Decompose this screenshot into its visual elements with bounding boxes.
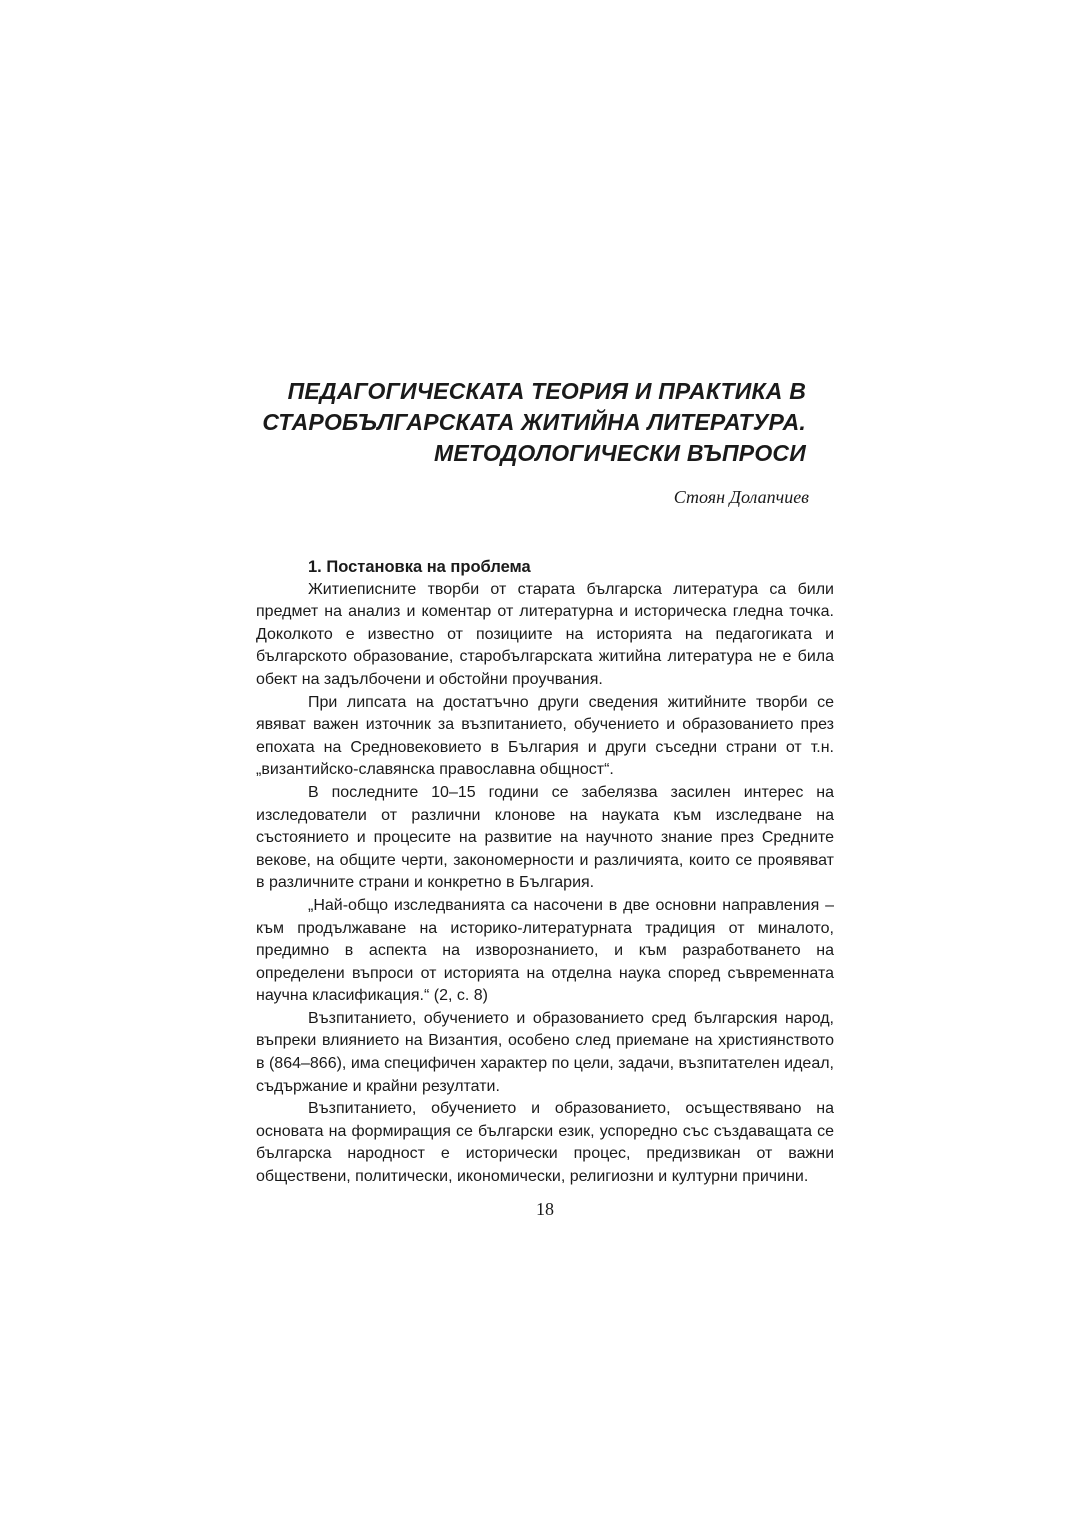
paragraph-5: Възпитанието, обучението и образованието сред българския народ, въпреки влиянието на Византия, особено след приемане на християнството в (864–866), има специфичен характер по цели, задачи, възпитателен идеал, съдържание и крайни резултати. <box>256 1009 834 1095</box>
paragraph-1: Житиеписните творби от старата българска литература са били предмет на анализ и коментар от литературна и историческа гледна точка. Доколкото е известно от позициите на историята на педагогиката и българското образование, старобългарската житийна литература не е била обект на задълбочени и обстойни проучвания. <box>256 580 834 688</box>
page-number: 18 <box>536 1199 554 1219</box>
paragraph-3: В последните 10–15 години се забелязва засилен интерес на изследователи от различни клонове на науката към изследване на състоянието и процесите на развитие на научното знание през Средните векове, на общите черти, закономерности и различията, които се проявяват в различните страни и конкретно в България. <box>256 783 834 892</box>
section-heading: 1. Постановка на проблема <box>308 558 531 576</box>
title-line-1: ПЕДАГОГИЧЕСКАТА ТЕОРИЯ И ПРАКТИКА В <box>287 378 806 404</box>
article-title <box>256 376 806 469</box>
article-body <box>256 556 834 1189</box>
title-line-3: МЕТОДОЛОГИЧЕСКИ ВЪПРОСИ <box>433 440 806 466</box>
paragraph-2: При липсата на достатъчно други сведения житийните творби се явяват важен източник за възпитанието, обучението и образованието през епохата на Средновековието в България и други съседни страни от т.н. „византийско-славянска православна общност“. <box>256 693 834 779</box>
book-page <box>256 0 834 1528</box>
author-name: Стоян Долапчиев <box>673 487 809 507</box>
paragraph-6: Възпитанието, обучението и образованието, осъществявано на основата на формиращия се български език, успоредно със създаващата се българска народност е исторически процес, предизвикан от важни обществени, политически, икономически, религиозни и културни причини. <box>256 1100 834 1186</box>
paragraph-4-quote: „Най-общо изследванията са насочени в две основни направления – към продължаване на историко-литературната традиция от миналото, предимно в аспекта на изворознанието, и към разработването на определени въпроси от историята на отделна наука според съвременната научна класификация.“ (2, с. 8) <box>256 896 834 1005</box>
title-line-2: СТАРОБЪЛГАРСКАТА ЖИТИЙНА ЛИТЕРАТУРА. <box>262 409 806 435</box>
